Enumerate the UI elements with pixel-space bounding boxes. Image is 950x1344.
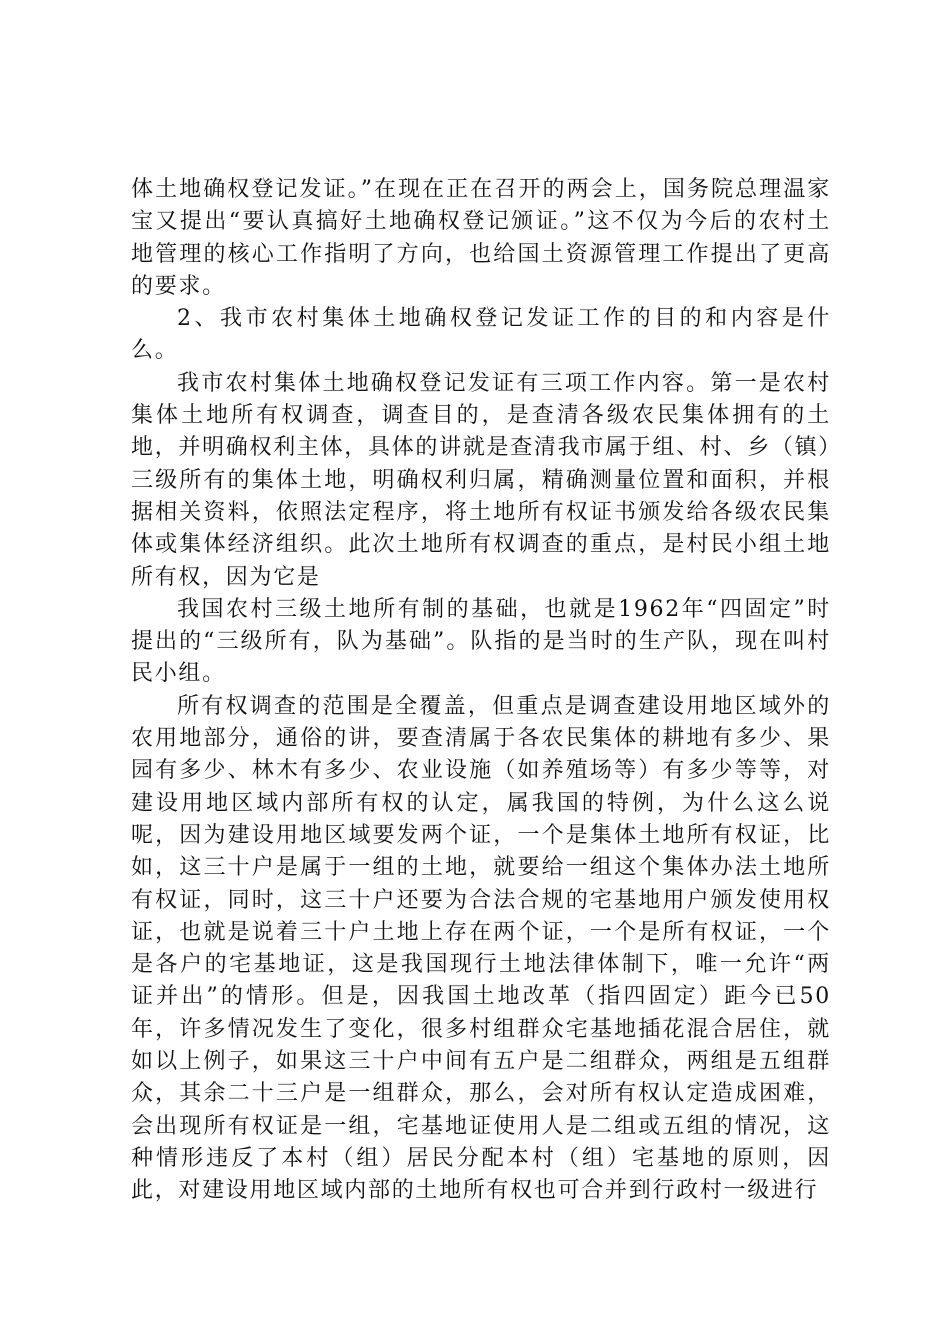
document-body	[131, 174, 831, 1208]
paragraph-2-heading: 2、我市农村集体土地确权登记发证工作的目的和内容是什么。	[131, 306, 831, 364]
paragraph-5: 所有权调查的范围是全覆盖，但重点是调查建设用地区域外的农用地部分，通俗的讲，要查清属于各农民集体的耕地有多少、果园有多少、林木有多少、农业设施（如养殖场等）有多少等等，对建设用地区域内部所有权的认定，属我国的特例，为什么这么说呢，因为建设用地区域要发两个证，一个是集体土地所有权证，比如，这三十户是属于一组的土地，就要给一组这个集体办法土地所有权证，同时，这三十户还要为合法合规的宅基地用户颁发使用权证，也就是说着三十户土地上存在两个证，一个是所有权证，一个是各户的宅基地证，这是我国现行土地法律体制下，唯一允许“两证并出”的情形。但是，因我国土地改革（指四固定）距今已50年，许多情况发生了变化，很多村组群众宅基地插花混合居住，就如以上例子，如果这三十户中间有五户是二组群众，两组是五组群众，其余二十三户是一组群众，那么，会对所有权认定造成困难，会出现所有权证是一组，宅基地证使用人是二组或五组的情况，这种情形违反了本村（组）居民分配本村（组）宅基地的原则，因此，对建设用地区域内部的土地所有权也可合并到行政村一级进行	[131, 693, 831, 1204]
paragraph-3: 我市农村集体土地确权登记发证有三项工作内容。第一是农村集体土地所有权调查，调查目的，是查清各级农民集体拥有的土地，并明确权利主体，具体的讲就是查清我市属于组、村、乡（镇）三级所有的集体土地，明确权利归属，精确测量位置和面积，并根据相关资料，依照法定程序，将土地所有权证书颁发给各级农民集体或集体经济组织。此次土地所有权调查的重点，是村民小组土地所有权，因为它是	[131, 370, 832, 590]
paragraph-4: 我国农村三级土地所有制的基础，也就是1962年“四固定”时提出的“三级所有，队为基础”。队指的是当时的生产队，现在叫村民小组。	[131, 596, 831, 687]
paragraph-1: 体土地确权登记发证。”在现在正在召开的两会上，国务院总理温家宝又提出“要认真搞好土地确权登记颁证。”这不仅为今后的农村土地管理的核心工作指明了方向，也给国土资源管理工作提出了更高的要求。	[131, 177, 831, 299]
